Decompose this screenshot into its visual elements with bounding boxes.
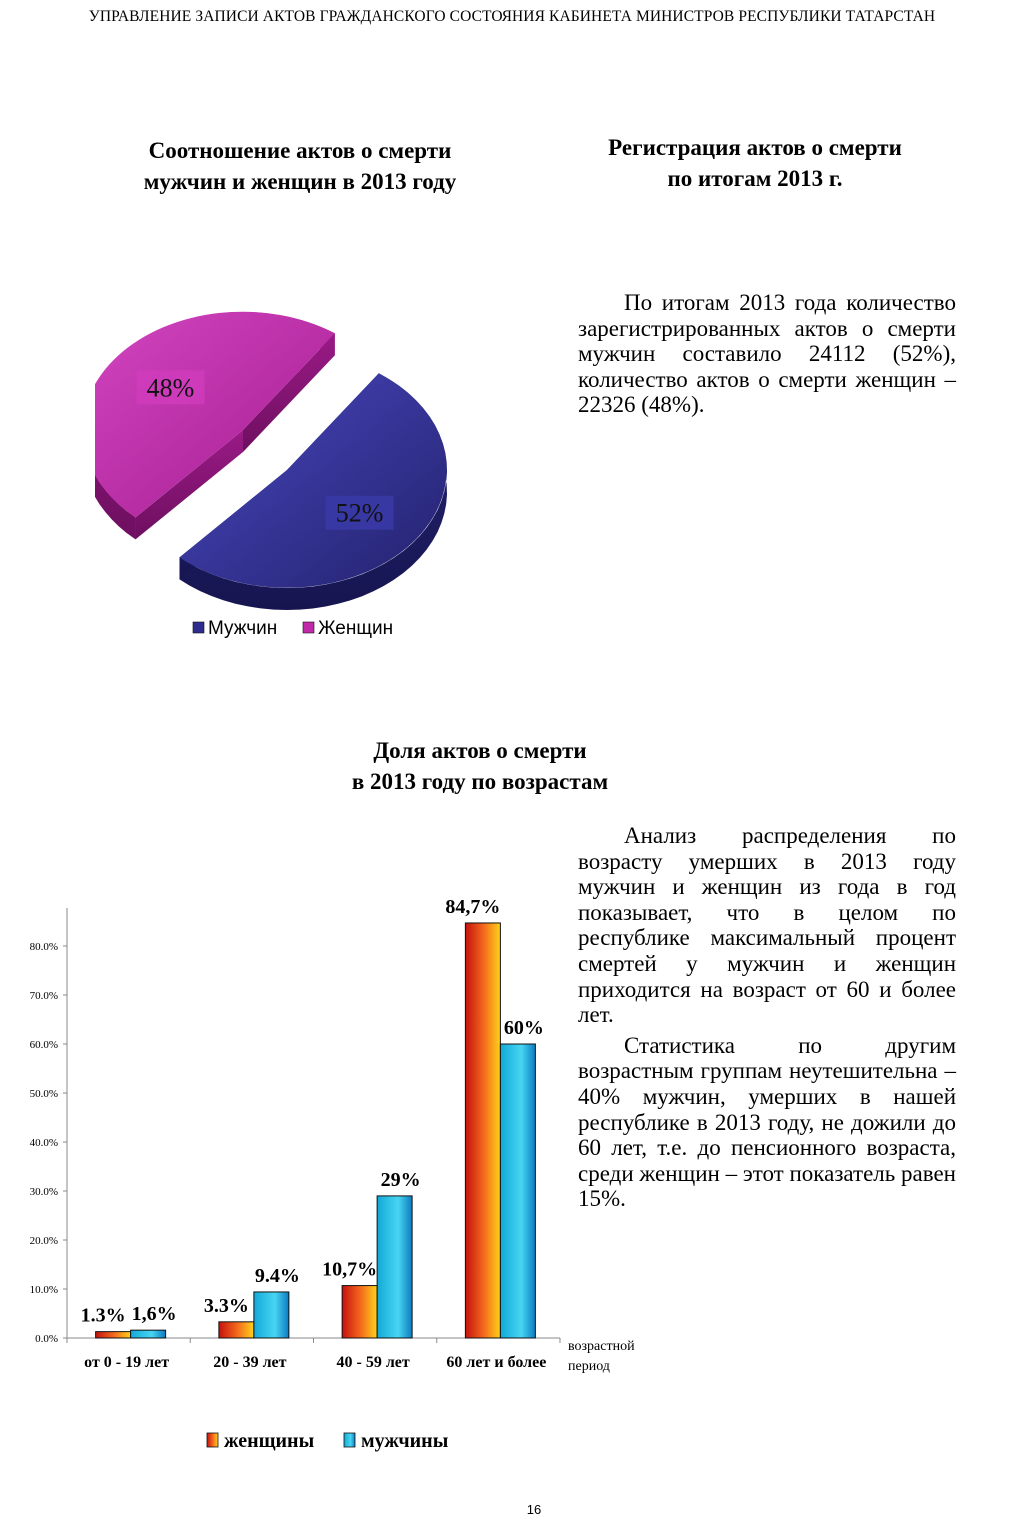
registration-title: [545, 132, 965, 194]
age-title-line2: в 2013 году по возрастам: [351, 769, 609, 794]
y-tick-label: 50.0%: [29, 1088, 58, 1100]
y-tick-label: 70.0%: [29, 990, 58, 1002]
y-tick-label: 80.0%: [29, 941, 58, 953]
analysis-paragraph-2: Статистика по другим возрастным группам неутешительна – 40% мужчин, умерших в нашей республике в 2013 году, не дожили до 60 лет, т.е. до пенсионного возраста, среди женщин – этот показатель равен 15%.: [578, 1032, 956, 1212]
analysis-paragraph-1: Анализ распределения по возрасту умерших в 2013 году мужчин и женщин из года в год показывает, что в целом по республике максимальный процент смертей у мужчин и женщин приходится на возраст от 60 и более лет.: [578, 823, 956, 1028]
pie-legend: [193, 618, 393, 639]
bar-data-label-women: 1.3%: [80, 1304, 126, 1327]
bar-men: [254, 1292, 289, 1338]
legend-swatch-men: [344, 1433, 355, 1447]
x-category-label: 40 - 59 лет: [336, 1354, 410, 1371]
bar-women: [342, 1286, 377, 1338]
legend-swatch-women: [207, 1433, 218, 1447]
x-category-label: 60 лет и более: [446, 1354, 547, 1371]
pie-chart-title: [60, 135, 540, 197]
legend-label-women: женщины: [224, 1430, 315, 1452]
pie-data-label-women: 48%: [146, 373, 195, 403]
age-chart-title: [240, 735, 720, 797]
bar-women: [96, 1332, 131, 1338]
bar-data-label-men: 9.4%: [254, 1264, 300, 1287]
legend-swatch-women: [303, 622, 314, 633]
legend-swatch-men: [193, 622, 204, 633]
x-axis-title-line1: возрастной: [568, 1339, 635, 1354]
bar-women: [219, 1322, 254, 1338]
registration-text: По итогам 2013 года количество зарегистрированных актов о смерти мужчин составило 24112 (52%), количество актов о смерти женщин – 22326 (48%).: [578, 290, 956, 418]
bar-men: [500, 1044, 535, 1338]
bar-data-label-women: 10,7%: [322, 1258, 378, 1281]
y-tick-label: 10.0%: [29, 1284, 58, 1296]
bar-men: [377, 1196, 412, 1338]
y-tick-label: 30.0%: [29, 1186, 58, 1198]
legend-label-women: Женщин: [318, 618, 394, 639]
pie-chart: [95, 300, 455, 650]
bar-data-label-women: 84,7%: [445, 895, 501, 918]
registration-title-line1: Регистрация актов о смерти: [608, 135, 902, 160]
bar-data-label-men: 60%: [503, 1017, 544, 1039]
pie-title-line1: Соотношение актов о смерти: [148, 138, 452, 163]
y-tick-label: 0.0%: [35, 1333, 58, 1345]
age-bar-chart: [0, 880, 660, 1470]
x-axis-title-line2: период: [568, 1359, 610, 1374]
bar-women: [465, 923, 500, 1338]
bar-data-label-men: 29%: [380, 1168, 421, 1191]
bar-men: [131, 1330, 166, 1338]
bar-data-label-women: 3.3%: [203, 1294, 249, 1317]
bar-legend: [207, 1430, 449, 1452]
y-tick-label: 60.0%: [29, 1039, 58, 1051]
page-number: 16: [526, 1502, 542, 1517]
registration-paragraph: [578, 290, 956, 418]
document-header: УПРАВЛЕНИЕ ЗАПИСИ АКТОВ ГРАЖДАНСКОГО СОСТОЯНИЯ КАБИНЕТА МИНИСТРОВ РЕСПУБЛИКИ ТАТАРСТАН: [88, 8, 936, 25]
age-title-line1: Доля актов о смерти: [373, 738, 587, 763]
legend-label-men: мужчины: [361, 1430, 449, 1452]
pie-title-line2: мужчин и женщин в 2013 году: [143, 169, 457, 194]
y-tick-label: 20.0%: [29, 1235, 58, 1247]
registration-title-line2: по итогам 2013 г.: [667, 166, 843, 191]
bar-data-label-men: 1,6%: [131, 1303, 177, 1326]
analysis-text-block: [578, 823, 956, 1212]
x-category-label: 20 - 39 лет: [213, 1354, 287, 1371]
pie-data-label-men: 52%: [335, 498, 384, 528]
x-category-label: от 0 - 19 лет: [84, 1354, 170, 1371]
legend-label-men: Мужчин: [208, 618, 278, 639]
y-tick-label: 40.0%: [29, 1137, 58, 1149]
